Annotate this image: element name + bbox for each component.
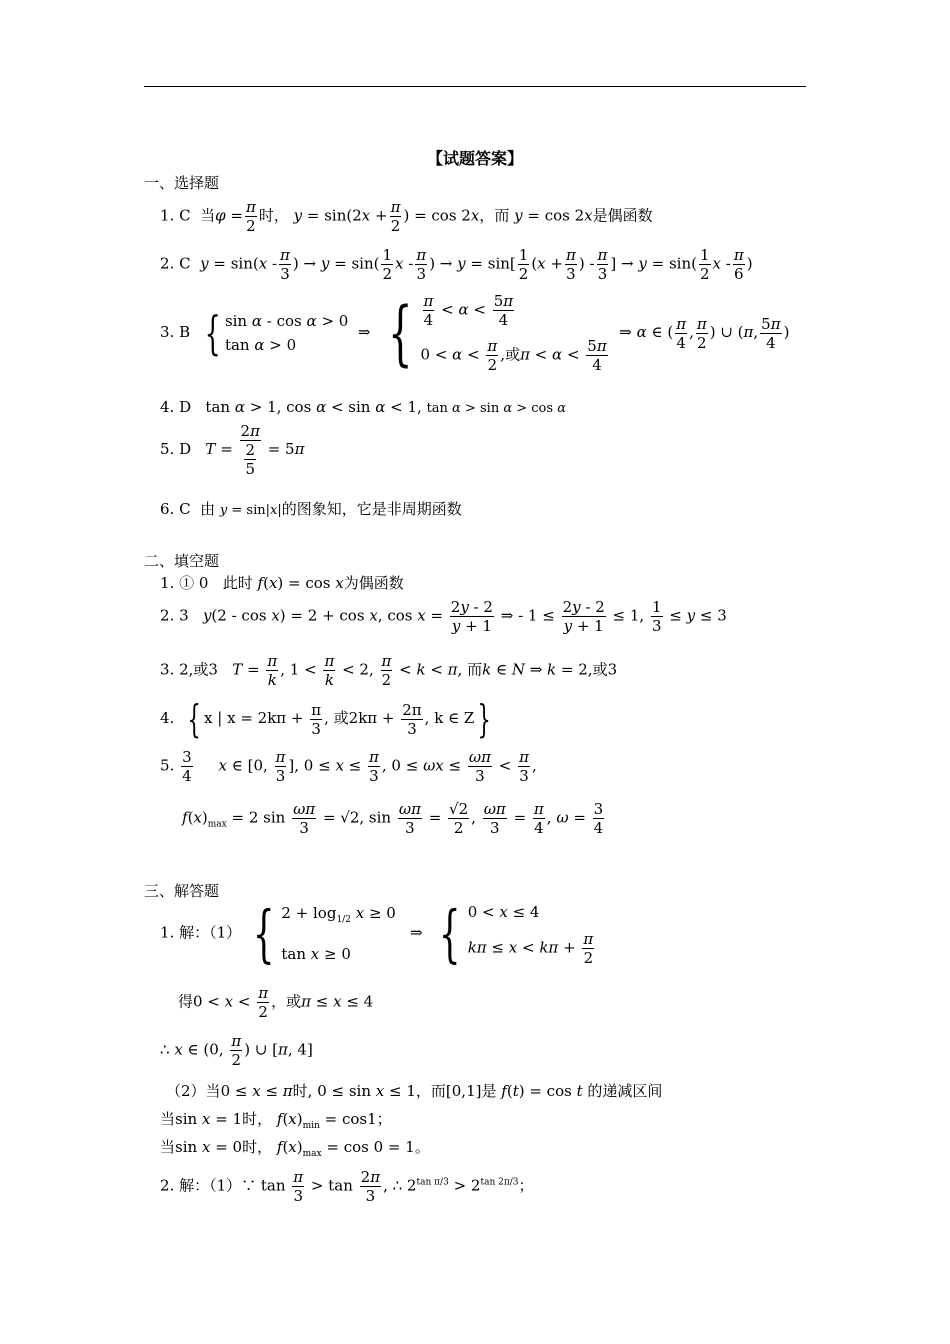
answer-1-1: 1. C 当φ = $\frac{\pi}{2}$ 时， y = sin(2x + $\frac{\pi}{2}$ ) = cos 2x，而 y = cos 2x是偶函数 — [160, 198, 653, 235]
answer-3-1-part2: （2）当0 ≤ x ≤ π时, 0 ≤ sin x ≤ 1，而[0,1]是 f(t) = cos t 的递减区间 — [166, 1082, 663, 1100]
answer-1-4: 4. D tan α > 1, cos α < sin α < 1, tan α > sin α > cos α — [160, 398, 566, 416]
answer-2-4: 4. { x | x = 2kπ + $\frac{\pi}{3}$ , 或2kπ + $\frac{2\pi}{3}$ , k ∈ Z} — [160, 697, 492, 741]
section-heading-solve: 三、解答题 — [144, 882, 220, 900]
answer-2-5: 5. $\frac{3}{4}$ x ∈ [0, $\frac{\pi}{3}$ ], 0 ≤ x ≤ $\frac{\pi}{3}$ , 0 ≤ ωx ≤ $\frac{\omega\pi}{3}$ < $\frac{\pi}{3}$ , — [160, 748, 537, 785]
answer-2-2: 2. 3 y(2 - cos x) = 2 + cos x, cos x = $\frac{2y - 2}{y + 1}$ ⇒ - 1 ≤ $\frac{2y - 2}{y + 1}$ ≤ 1, $\frac{1}{3}$ ≤ y ≤ 3 — [160, 598, 727, 635]
header-rule — [144, 86, 806, 87]
answer-3-1-result: 得0 < x < $\frac{\pi}{2}$ ，或π ≤ x ≤ 4 — [178, 984, 374, 1021]
answer-2-1: 1. ① 0 此时 f(x) = cos x为偶函数 — [160, 574, 404, 592]
answer-1-2: 2. C y = sin(x - $\frac{\pi}{3}$ ) → y = sin( $\frac{1}{2}$ x - $\frac{\pi}{3}$ ) → y = sin[ $\frac{1}{2}$ (x + $\frac{\pi}{3}$ ) - $\frac{\pi}{3}$ ] → y = sin( $\frac{1}{2}$ x - $\frac{\pi}{6}$ ) — [160, 246, 753, 283]
answer-3-2: 2. 解：（1）∵ tan $\frac{\pi}{3}$ > tan $\frac{2\pi}{3}$ , ∴ $2^{tan \pi/3} > 2^{tan 2\pi/3}$； — [160, 1168, 534, 1205]
answer-2-3: 3. 2,或3 T = $\frac{\pi}{k}$ , 1 < $\frac{\pi}{k}$ < 2, $\frac{\pi}{2}$ < k < π, 而k ∈ N ⇒ k = 2,或3 — [160, 652, 618, 689]
answer-3-1-set: ∴ x ∈ (0, $\frac{\pi}{2}$ ) ∪ [π, 4] — [160, 1032, 313, 1069]
answer-1-6: 6. C 由 y = sin|x|的图象知，它是非周期函数 — [160, 500, 462, 518]
answer-1-3: 3. B { sin α - cos α > 0 tan α > 0 ⇒ { $\frac{\pi}{4}$ < α < $\frac{5\pi}{4}$ 0 < α < $\frac{\pi}{2}$ ,或π < α < $\frac{5\pi}{4}$ ⇒ α ∈ ( $\frac{\pi}{4}$ , $\frac{\pi}{2}$ ) ∪ (π, $\frac{5\pi}{4}$ ) — [160, 292, 790, 374]
page-title: 【试题答案】 — [426, 149, 523, 168]
answer-3-1-max: 当sin x = 0时， $f(x)_{max} = \cos 0 = 1$。 — [160, 1138, 430, 1159]
answer-3-1: 1. 解：（1） { $2 + \log_{1/2} x \ge 0$ tan x ≥ 0 ⇒ { 0 < x ≤ 4 kπ ≤ x < kπ + $\frac{\pi}{2}$ — [160, 896, 594, 970]
section-heading-fill: 二、填空题 — [144, 552, 220, 570]
answer-2-5-cont: $f(x)_{max} = 2$ sin $\frac{\omega\pi}{3}$ = √2, sin $\frac{\omega\pi}{3}$ = $\frac{√2}{2}$ , $\frac{\omega\pi}{3}$ = $\frac{\pi}{4}$ , ω = $\frac{3}{4}$ — [182, 800, 604, 837]
answer-1-5: 5. D T = $\frac{2\pi}{\frac{2}{5}}$ = 5π — [160, 422, 305, 478]
section-heading-choice: 一、选择题 — [144, 174, 220, 192]
answer-3-1-min: 当sin x = 1时， $f(x)_{min} = \cos 1$； — [160, 1110, 392, 1131]
